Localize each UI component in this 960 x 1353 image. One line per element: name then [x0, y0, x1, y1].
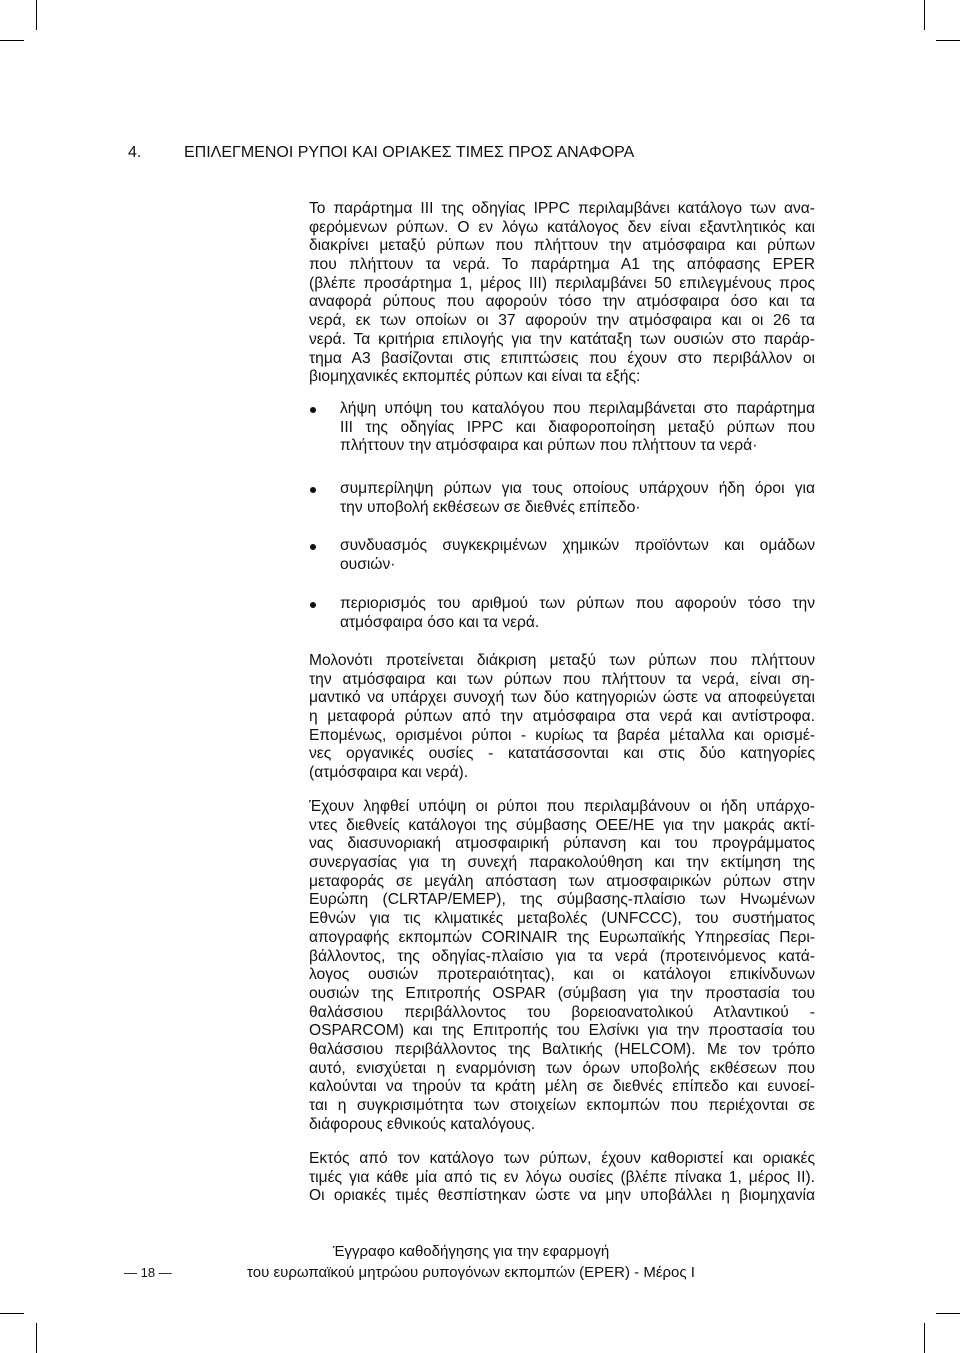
text-line: συμπερίληψη ρύπων για τους οποίους υπάρχουν ήδη όροι για [340, 480, 815, 497]
text-line: την υποβολή εκθέσεων σε διεθνές επίπεδο· [340, 498, 641, 516]
text-line: Το παράρτημα III της οδηγίας IPPC περιλαμβάνει κατάλογο των ανα- [309, 200, 815, 217]
text-line: συνδυασμός συγκεκριμένων χημικών προϊόντων και ομάδων [340, 537, 815, 554]
text-line: ατμόσφαιρα όσο και τα νερά. [340, 613, 540, 631]
paragraph [309, 200, 815, 387]
text-line: μεταφοράς σε μεγάλη απόσταση των ατμοσφαιρικών ρύπων στην [309, 872, 815, 890]
text-line: πλήττουν την ατμόσφαιρα και ρύπων που πλήττουν τα νερά· [340, 437, 758, 455]
crop-mark [36, 0, 37, 30]
bullet-text [340, 595, 815, 632]
bullet-icon [310, 407, 316, 413]
bullet-item [309, 400, 815, 456]
text-line: ουσιών· [340, 555, 396, 573]
paragraph [309, 652, 815, 783]
text-line: φερόμενων ρύπων. Ο εν λόγω κατάλογος δεν είναι εξαντλητικός και [309, 218, 815, 236]
paragraph [309, 798, 815, 1134]
bullet-icon [310, 602, 316, 608]
crop-mark [936, 1313, 960, 1314]
text-line: (βλέπε προσάρτημα 1, μέρος III) περιλαμβάνει 50 επιλεγμένους προς [309, 274, 815, 292]
text-line: ται η συγκρισιμότητα των στοιχείων εκπομπών που περιέχονται σε [309, 1097, 815, 1114]
crop-mark [936, 40, 960, 41]
text-line: περιορισμός του αριθμού των ρύπων που αφορούν τόσο την [340, 595, 815, 612]
text-line: λογος ουσιών προτεραιότητας), και οι κατάλογοι επικίνδυνων [309, 966, 815, 984]
crop-mark [924, 0, 925, 30]
text-line: βιομηχανικές εκπομπές ρύπων και είναι τα εξής: [309, 368, 641, 386]
crop-mark [0, 40, 24, 41]
text-line: την ατμόσφαιρα και των ρύπων που πλήττουν τα νερά, είναι ση- [309, 670, 815, 688]
page-number: — 18 — [124, 1265, 172, 1280]
bullet-icon [310, 487, 316, 493]
text-line: νερά. Τα κριτήρια επιλογής για την κατάταξη των ουσιών στο παράρ- [309, 330, 815, 348]
text-line: βάλλοντος, της οδηγίας-πλαίσιο για τα νερά (προτεινόμενος κατά- [309, 947, 815, 965]
bullet-text [340, 537, 815, 574]
text-line: νες οργανικές ουσίες - κατατάσσονται και στις δύο κατηγορίες [309, 745, 815, 763]
section-title: ΕΠΙΛΕΓΜΕΝΟΙ ΡΥΠΟΙ ΚΑΙ ΟΡΙΑΚΕΣ ΤΙΜΕΣ ΠΡΟΣ ΑΝΑΦΟΡΑ [184, 144, 635, 161]
crop-mark [0, 1313, 24, 1314]
text-line: θαλάσσιου περιβάλλοντος της Βαλτικής (HELCOM). Με τον τρόπο [309, 1040, 815, 1058]
text-line: λήψη υπόψη του καταλόγου που περιλαμβάνεται στο παράρτημα [340, 400, 815, 417]
text-line: που πλήττουν τα νερά. Το παράρτημα Α1 της απόφασης EPER [309, 256, 815, 274]
bullet-item [309, 537, 815, 574]
text-line: αναφορά ρύπους που αφορούν τόσο την ατμόσφαιρα όσο και τα [309, 293, 815, 311]
text-line: θαλάσσιου περιβάλλοντος του βορειοανατολικού Ατλαντικού - [309, 1003, 815, 1021]
text-line: νας διασυνοριακή ατμοσφαιρική ρύπανση και του προγράμματος [309, 835, 815, 853]
text-line: τιμές για κάθε μία από τις εν λόγω ουσίες (βλέπε πίνακα 1, μέρος II). [309, 1168, 815, 1186]
text-line: ουσιών της Επιτροπής OSPAR (σύμβαση για την προστασία του [309, 984, 815, 1002]
bullet-icon [310, 544, 316, 550]
text-line: απογραφής εκπομπών CORINAIR της Ευρωπαϊκής Υπηρεσίας Περι- [309, 928, 815, 946]
bullet-item [309, 480, 815, 517]
text-line: νερά, εκ των οποίων οι 37 αφορούν την ατμόσφαιρα και οι 26 τα [309, 312, 815, 330]
text-line: Εκτός από τον κατάλογο των ρύπων, έχουν καθοριστεί και οριακές [309, 1150, 815, 1167]
footer-title: του ευρωπαϊκού μητρώου ρυπογόνων εκπομπών (EPER) - Μέρος I [247, 1264, 695, 1281]
text-line: III της οδηγίας IPPC και διαφοροποίηση μεταξύ ρύπων που [340, 418, 815, 436]
bullet-text [340, 400, 815, 456]
text-line: Ευρώπη (CLRTAP/EMEP), της σύμβασης-πλαίσιο των Ηνωμένων [309, 891, 815, 909]
text-line: Εθνών για τις κλιματικές μεταβολές (UNFCCC), του συστήματος [309, 910, 815, 928]
text-line: διακρίνει μεταξύ ρύπων που πλήττουν την ατμόσφαιρα και ρύπων [309, 237, 815, 255]
footer-title: Έγγραφο καθοδήγησης για την εφαρμογή [332, 1243, 610, 1260]
paragraph [309, 1150, 815, 1206]
bullet-text [340, 480, 815, 517]
text-line: μαντικό να υπάρχει συνοχή των δύο κατηγοριών ώστε να αποφεύγεται [309, 689, 815, 707]
bullet-item [309, 595, 815, 632]
text-line: τημα Α3 βασίζονται στις επιπτώσεις που έχουν στο περιβάλλον οι [309, 349, 815, 367]
text-line: (ατμόσφαιρα και νερά). [309, 764, 469, 782]
text-line: η μεταφορά ρύπων από την ατμόσφαιρα στα νερά και αντίστροφα. [309, 708, 815, 726]
section-number: 4. [128, 144, 142, 161]
crop-mark [924, 1323, 925, 1353]
text-line: Οι οριακές τιμές θεσπίστηκαν ώστε να μην υποβάλλει η βιομηχανία [309, 1187, 815, 1205]
text-line: Μολονότι προτείνεται διάκριση μεταξύ των ρύπων που πλήττουν [309, 652, 815, 669]
text-line: Έχουν ληφθεί υπόψη οι ρύποι που περιλαμβάνουν οι ήδη υπάρχο- [309, 798, 815, 815]
text-line: ντες διεθνείς κατάλογοι της σύμβασης ΟΕΕ/ΗΕ για την μακράς ακτί- [309, 816, 815, 834]
text-line: διάφορους εθνικούς καταλόγους. [309, 1115, 536, 1133]
text-line: συνεργασίας για τη συνεχή παρακολούθηση και την εκτίμηση της [309, 854, 815, 872]
crop-mark [36, 1323, 37, 1353]
text-line: OSPARCOM) και της Επιτροπής του Ελσίνκι για την προστασία του [309, 1022, 815, 1040]
text-line: καλούνται να τηρούν τα κράτη μέλη σε διεθνές επίπεδο και ευνοεί- [309, 1078, 815, 1096]
text-line: Επομένως, ορισμένοι ρύποι - κυρίως τα βαρέα μέταλλα και ορισμέ- [309, 726, 815, 744]
text-line: αυτό, ενισχύεται η εναρμόνιση των όρων υποβολής εκθέσεων που [309, 1059, 815, 1077]
